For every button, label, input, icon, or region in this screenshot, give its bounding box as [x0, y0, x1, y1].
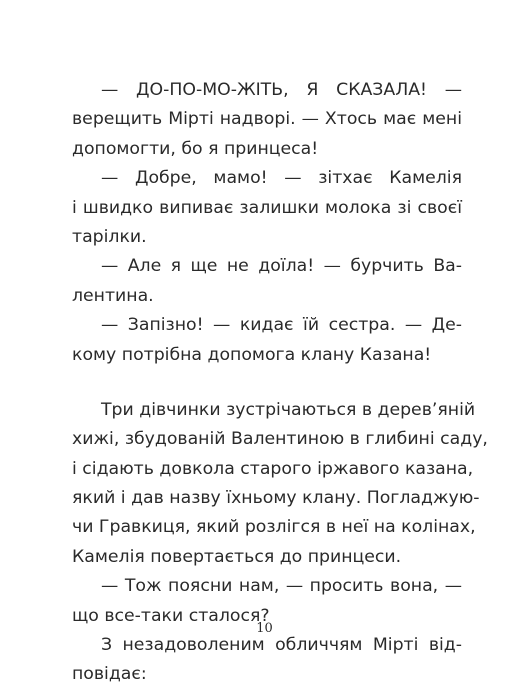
paragraph — [72, 631, 462, 690]
text-line: — ДО-ПО-МО-ЖІТЬ, Я СКАЗАЛА! — — [101, 80, 462, 100]
text-line: тарілки. — [72, 226, 147, 247]
text-line: який і дав назву їхньому клану. Погладжую- — [72, 488, 480, 509]
text-line: і швидко випиває залишки молока зі своєї — [72, 197, 462, 218]
text-line: Три дівчинки зустрічаються в дерев’яній — [101, 399, 476, 420]
paragraph — [72, 76, 462, 164]
text-line: повідає: — [72, 664, 147, 685]
page-number: 10 — [256, 621, 273, 636]
text-line: допомогти, бо я принцеса! — [72, 138, 319, 159]
text-line: — Але я ще не доїла! — бурчить Ва- — [101, 256, 462, 277]
text-line: чи Гравкиця, який розлігся в неї на колінах, — [72, 517, 476, 538]
paragraph — [72, 252, 462, 311]
text-line: і сідають довкола старого іржавого казана, — [72, 458, 474, 479]
section-gap — [72, 370, 462, 396]
text-line: хижі, збудованій Валентиною в глибині саду, — [72, 429, 488, 450]
text-line: З незадоволеним обличчям Мірті від- — [101, 635, 462, 656]
text-block-2 — [72, 396, 488, 690]
text-block-1 — [72, 76, 462, 370]
paragraph — [72, 311, 462, 370]
text-line: — Запізно! — кидає їй сестра. — Де- — [101, 315, 462, 336]
paragraph — [72, 396, 488, 572]
text-line: — Тож поясни нам, — просить вона, — — [101, 576, 462, 597]
text-line: лентина. — [72, 285, 154, 306]
text-line: — Добре, мамо! — зітхає Камелія — [101, 168, 462, 189]
paragraph — [72, 164, 462, 252]
text-line: що все-таки сталося? — [72, 605, 270, 626]
page-body — [72, 76, 488, 690]
text-line: верещить Мірті надворі. — Хтось має мені — [72, 109, 462, 130]
text-line: кому потрібна допомога клану Казана! — [72, 344, 432, 365]
text-line: Камелія повертається до принцеси. — [72, 546, 402, 567]
